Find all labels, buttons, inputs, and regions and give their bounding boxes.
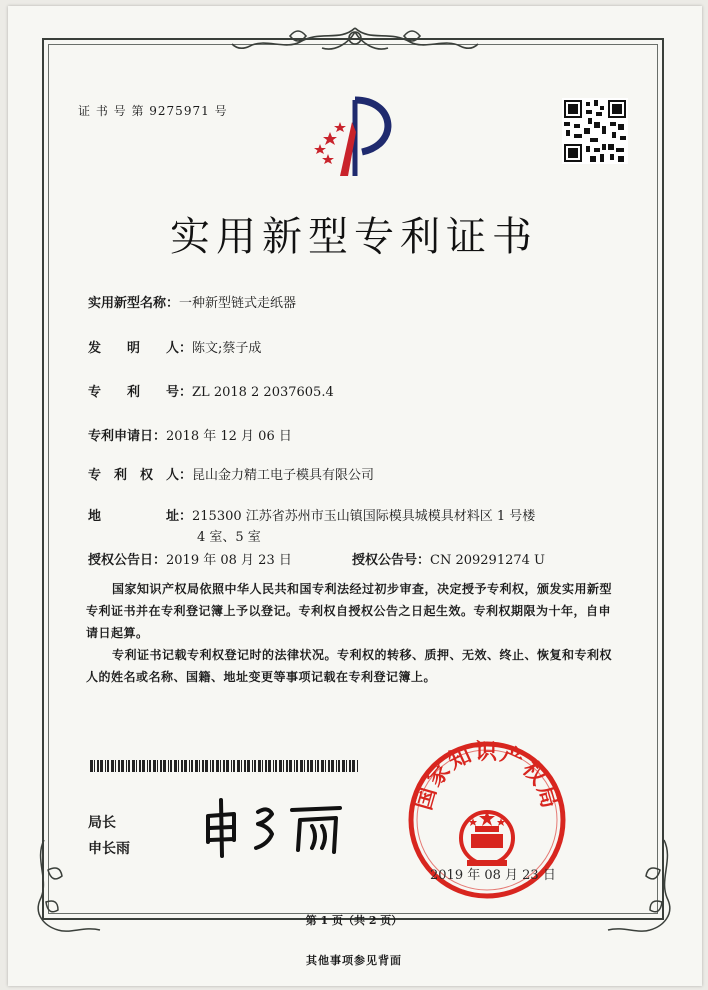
field-value: 昆山金力精工电子模具有限公司 bbox=[192, 468, 375, 483]
seal-text: 国家知识产权局 bbox=[410, 739, 564, 813]
certificate-number bbox=[78, 102, 228, 119]
field-value: 2018 年 12 月 06 日 bbox=[166, 429, 292, 444]
qr-code-icon bbox=[562, 98, 628, 164]
field-label: 授权公告号： bbox=[352, 553, 431, 568]
cnipa-logo-icon bbox=[300, 92, 410, 182]
grant-number bbox=[352, 549, 545, 568]
grant-date bbox=[88, 549, 292, 568]
top-ornament bbox=[230, 24, 480, 60]
handwritten-signature bbox=[200, 790, 360, 860]
certificate-number-suffix: 号 bbox=[214, 104, 228, 118]
notice-paragraph-2: 专利证书记载专利权登记时的法律状况。专利权的转移、质押、无效、终止、恢复和专利权人的姓名或名称、国籍、地址变更等事项记载在专利登记簿上。 bbox=[86, 648, 613, 684]
certificate-number-value: 9275971 bbox=[149, 104, 210, 118]
field-label: 实用新型名称： bbox=[88, 296, 180, 311]
address-line2: 4 室、5 室 bbox=[197, 530, 261, 545]
field-value: 215300 江苏省苏州市玉山镇国际模具城模具材料区 1 号楼 bbox=[192, 509, 536, 524]
field-value: ZL 2018 2 2037605.4 bbox=[192, 385, 334, 400]
field-label: 专 利 权 人： bbox=[88, 468, 193, 483]
field-label: 地 址： bbox=[88, 509, 193, 524]
field-value: 2019 年 08 月 23 日 bbox=[166, 553, 292, 568]
certificate-number-label: 证 书 号 第 bbox=[78, 104, 145, 118]
utility-model-name bbox=[88, 292, 296, 311]
field-label: 授权公告日： bbox=[88, 553, 167, 568]
address bbox=[88, 505, 535, 524]
barcode-icon bbox=[90, 760, 360, 772]
filing-date bbox=[88, 425, 292, 444]
seal-date: 2019 年 08 月 23 日 bbox=[430, 868, 556, 883]
field-value: CN 209291274 U bbox=[430, 553, 545, 568]
director-title: 局长 bbox=[88, 815, 116, 831]
page-number: 第 1 页（共 2 页） bbox=[305, 914, 403, 927]
patentee bbox=[88, 464, 374, 483]
inventor bbox=[88, 337, 261, 356]
svg-text:国家知识产权局 bbox=[411, 739, 564, 813]
field-value: 陈文;蔡子成 bbox=[192, 341, 262, 356]
field-label: 专利申请日： bbox=[88, 429, 167, 444]
patent-number bbox=[88, 381, 334, 400]
field-label: 专 利 号： bbox=[88, 385, 193, 400]
field-value: 一种新型链式走纸器 bbox=[179, 296, 297, 311]
footer-note: 其他事项参见背面 bbox=[306, 954, 402, 967]
field-label: 发 明 人： bbox=[88, 341, 193, 356]
notice-paragraph-1: 国家知识产权局依照中华人民共和国专利法经过初步审查，决定授予专利权，颁发实用新型专利证书并在专利登记簿上予以登记。专利权自授权公告之日起生效。专利权期限为十年，自申请日起算。 bbox=[86, 582, 613, 640]
director-name: 申长雨 bbox=[88, 841, 130, 857]
page-title: 实用新型专利证书 bbox=[170, 214, 538, 260]
